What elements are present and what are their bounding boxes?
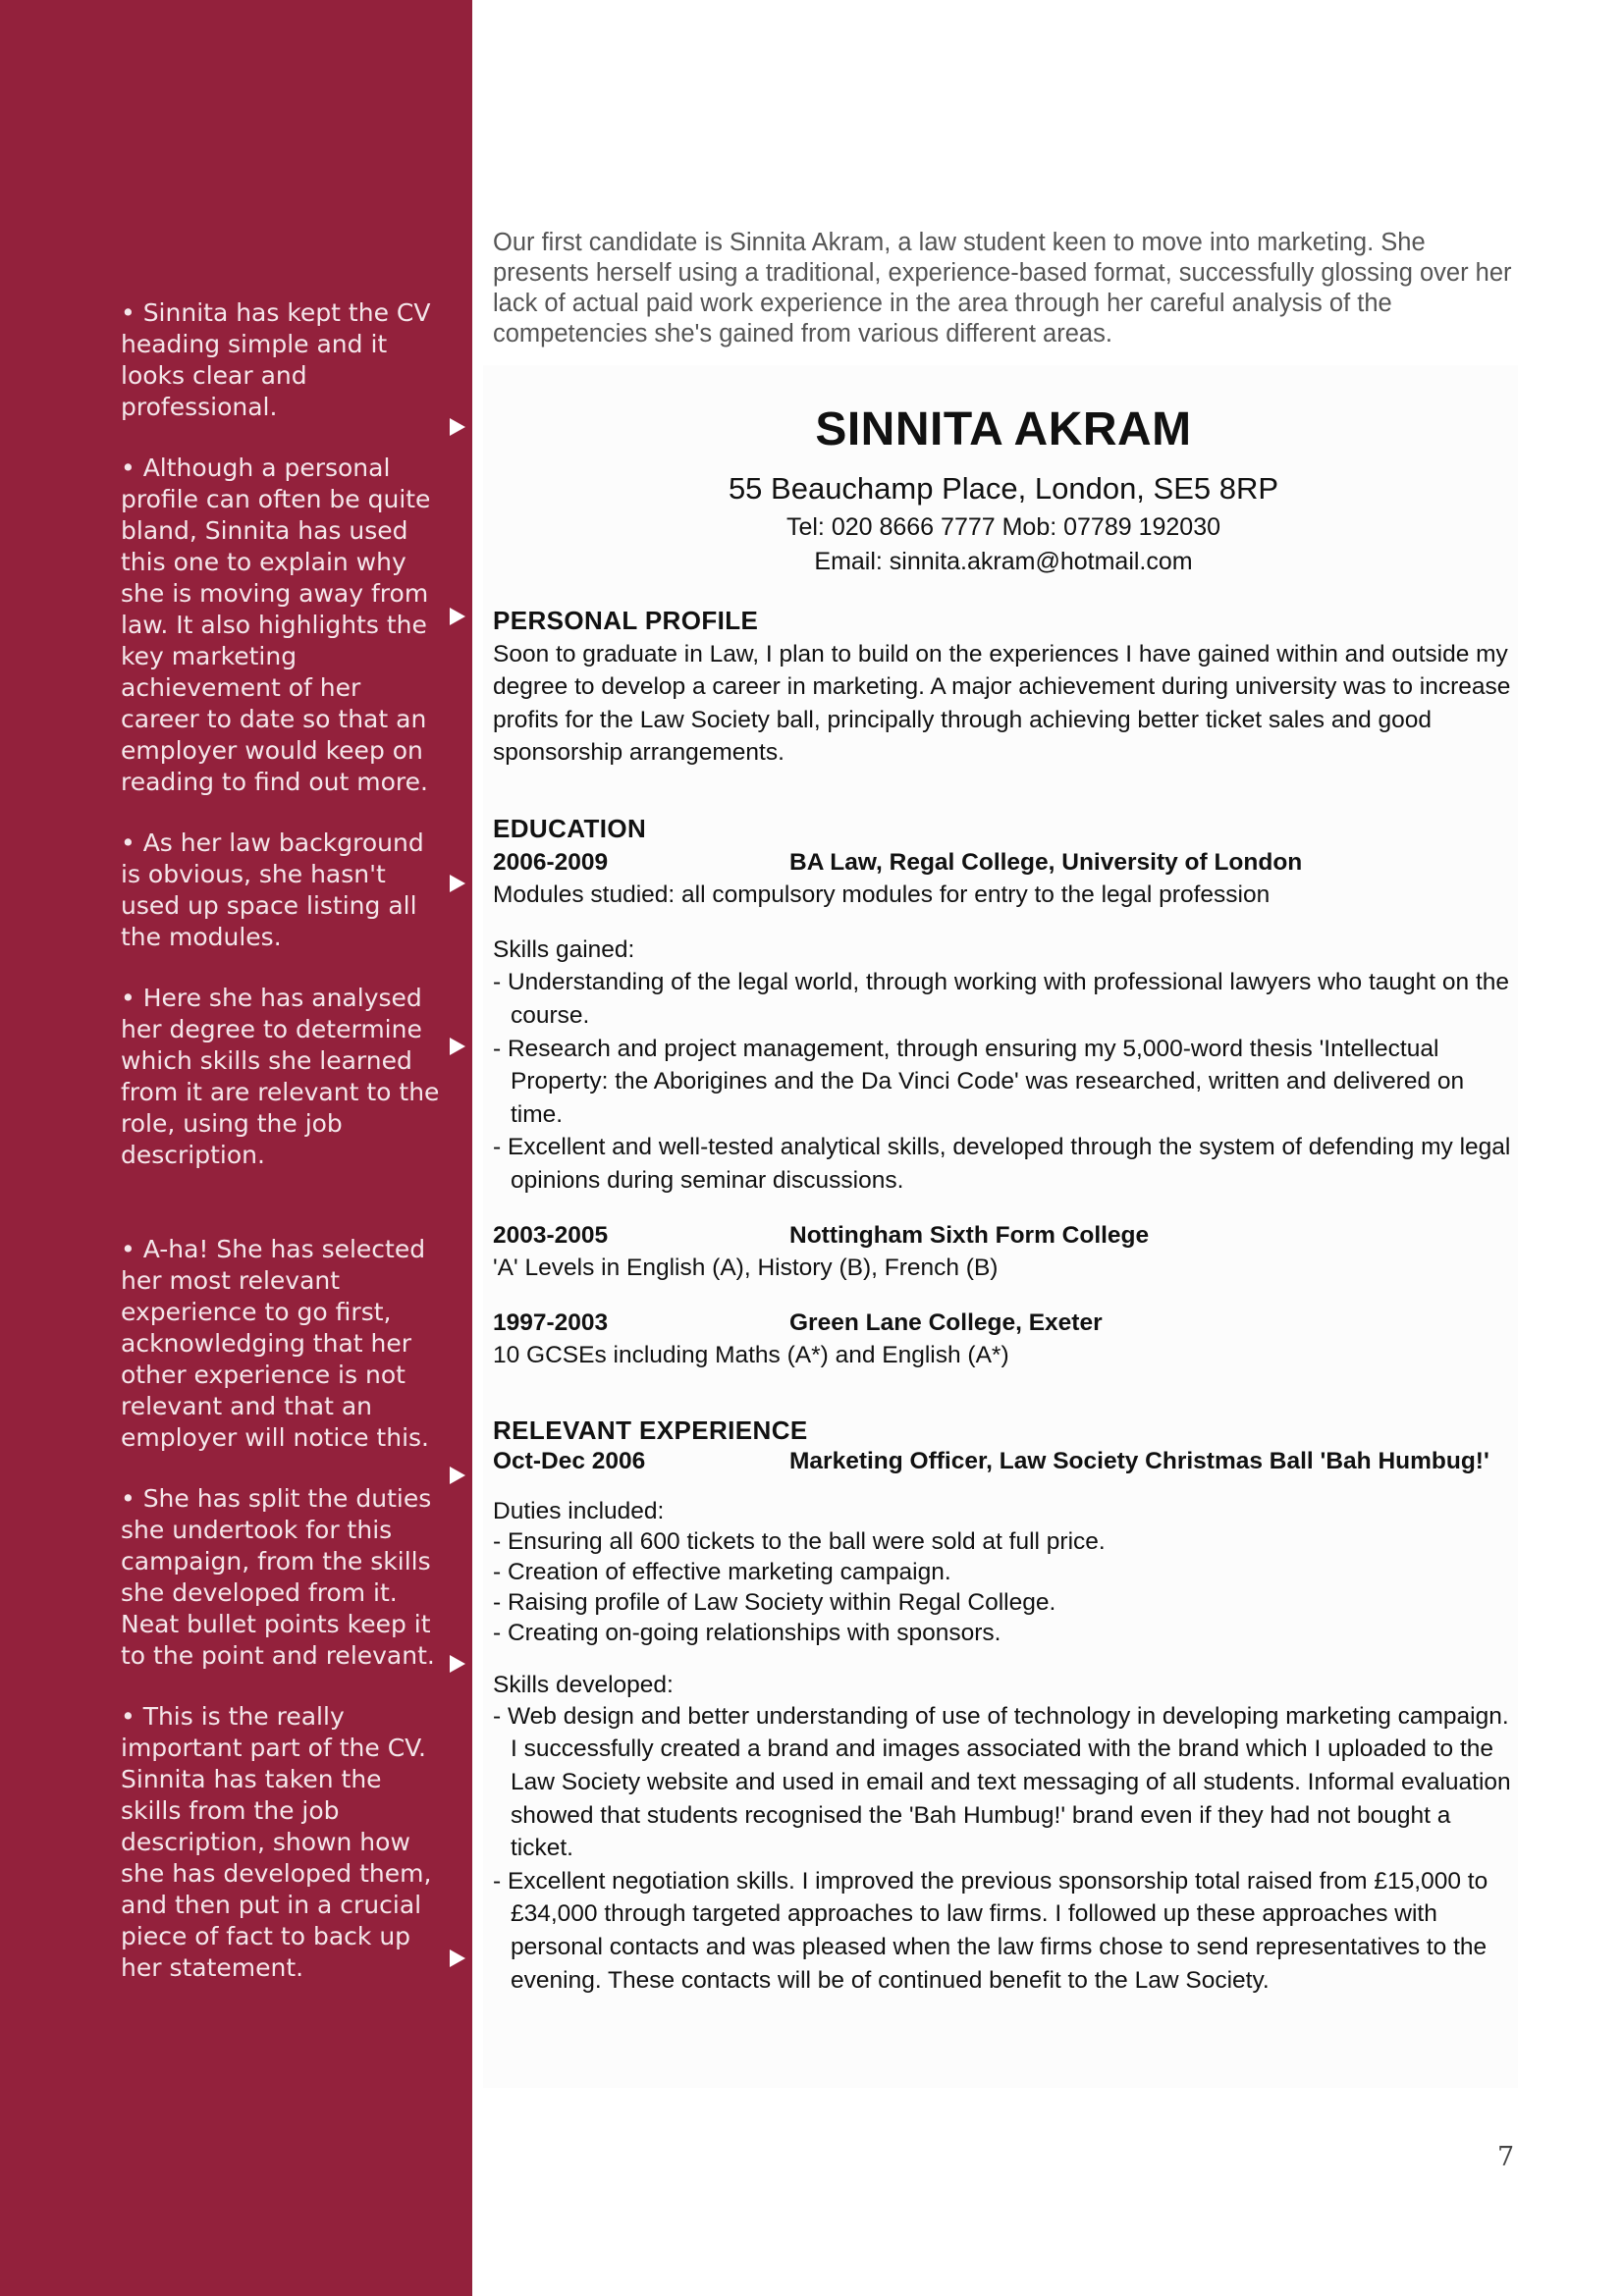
note-skills: • This is the really important part of the CV. Sinnita has taken the skills from the job description, shown how she has developed them, and then put in a crucial piece of fact to back up her statement. — [121, 1702, 432, 1982]
note-experience-order: • A-ha! She has selected her most relevant experience to go first, acknowledging that her other experience is not relevant and that an employer will notice this. — [121, 1235, 430, 1452]
note-modules: • As her law background is obvious, she hasn't used up space listing all the modules. — [121, 828, 424, 951]
dates: Oct-Dec 2006 — [493, 1447, 646, 1474]
duties-label: Duties included: — [493, 1497, 665, 1524]
profile-text: Soon to graduate in Law, I plan to build on the experiences I have gained within and outside my degree to develop a career in marketing. A major achievement during university was to increase profits for the Law Society ball, principally through achieving better ticket sales and good sponsorship arrangements. — [493, 640, 1511, 767]
duty-item: - Creating on-going relationships with sponsors. — [493, 1619, 1001, 1646]
arrow-icon — [450, 1467, 465, 1484]
detail: 'A' Levels in English (A), History (B), French (B) — [493, 1255, 999, 1282]
sidebar-notes — [121, 297, 445, 1984]
arrow-icon — [450, 608, 465, 625]
note-duties: • She has split the duties she undertook for this campaign, from the skills she developed from it. Neat bullet points keep it to the point and relevant. — [121, 1484, 435, 1670]
main-content — [493, 228, 1514, 1997]
arrow-icon — [450, 1038, 465, 1055]
cv-phones: Tel: 020 8666 7777 Mob: 07789 192030 — [785, 513, 1221, 541]
arrow-icon — [450, 875, 465, 892]
experience-heading: RELEVANT EXPERIENCE — [493, 1415, 808, 1445]
note-profile: • Although a personal profile can often be quite bland, Sinnita has used this one to explain why she is moving away from law. It also highlights the key marketing achievement of her career to date so that an employer would keep on reading to find out more. — [121, 454, 431, 796]
note-skills-analysis: • Here she has analysed her degree to determine which skills she learned from it are relevant to the role, using the job description. — [121, 984, 440, 1169]
title: Nottingham Sixth Form College — [789, 1221, 1150, 1249]
note-heading: • Sinnita has kept the CV heading simple and it looks clear and professional. — [121, 298, 431, 421]
dates: 2006-2009 — [493, 848, 609, 876]
duty-item: - Ensuring all 600 tickets to the ball were sold at full price. — [493, 1527, 1106, 1555]
title: Marketing Officer, Law Society Christmas Ball 'Bah Humbug!' — [789, 1447, 1489, 1474]
cv-name: SINNITA AKRAM — [815, 403, 1192, 455]
dates: 2003-2005 — [493, 1221, 609, 1249]
profile-heading: PERSONAL PROFILE — [493, 606, 759, 635]
skills-label: Skills developed: — [493, 1671, 674, 1698]
skill-item: - Research and project management, through ensuring my 5,000-word thesis 'Intellectual Property: the Aborigines and the Da Vinci Code' was researched, written and delivered on time. — [493, 1035, 1465, 1128]
modules: Modules studied: all compulsory modules for entry to the legal profession — [493, 881, 1271, 909]
cv-header — [493, 400, 1514, 579]
cv-email: Email: sinnita.akram@hotmail.com — [814, 548, 1193, 575]
education-entry-2 — [493, 1219, 1514, 1253]
cv-address: 55 Beauchamp Place, London, SE5 8RP — [728, 471, 1279, 506]
title: BA Law, Regal College, University of London — [789, 848, 1303, 876]
education-section — [493, 813, 1514, 1372]
skills-label: Skills gained: — [493, 935, 635, 963]
experience-entry — [493, 1446, 1514, 1476]
duty-item: - Creation of effective marketing campaign. — [493, 1558, 951, 1585]
arrow-icon — [450, 1655, 465, 1673]
profile-section — [493, 605, 1514, 770]
skill-item: - Excellent negotiation skills. I improved the previous sponsorship total raised from £15,000 to £34,000 through targeted approaches to law firms. I followed up these approaches with personal contacts and was pleased when the law firms chose to send representatives to the evening. These contacts will be of continued benefit to the Law Society. — [493, 1867, 1488, 1994]
page-number: 7 — [1497, 2142, 1515, 2172]
arrow-icon — [450, 1949, 465, 1967]
intro-text: Our first candidate is Sinnita Akram, a law student keen to move into marketing. She presents herself using a traditional, experience-based format, successfully glossing over her lack of actual paid work experience in the area through her careful analysis of the competencies she's gained from various different areas. — [493, 229, 1512, 347]
education-entry-3 — [493, 1307, 1514, 1340]
duty-item: - Raising profile of Law Society within Regal College. — [493, 1588, 1056, 1616]
dates: 1997-2003 — [493, 1308, 609, 1336]
detail: 10 GCSEs including Maths (A*) and English (A*) — [493, 1342, 1009, 1369]
education-heading: EDUCATION — [493, 813, 647, 843]
experience-section — [493, 1415, 1514, 1997]
sidebar — [0, 0, 472, 2296]
education-entry-1 — [493, 846, 1514, 880]
skill-item: - Excellent and well-tested analytical skills, developed through the system of defending my legal opinions during seminar discussions. — [493, 1134, 1511, 1194]
title: Green Lane College, Exeter — [789, 1308, 1103, 1336]
arrow-icon — [450, 418, 465, 436]
skill-item: - Understanding of the legal world, through working with professional lawyers who taught on the course. — [493, 969, 1510, 1029]
skill-item: - Web design and better understanding of use of technology in developing marketing campaign. I successfully created a brand and images associated with the brand which I uploaded to the Law Society website and used in email and text messaging of all students. Informal evaluation showed that students recognised the 'Bah Humbug!' brand even if they had not bought a ticket. — [493, 1702, 1511, 1862]
